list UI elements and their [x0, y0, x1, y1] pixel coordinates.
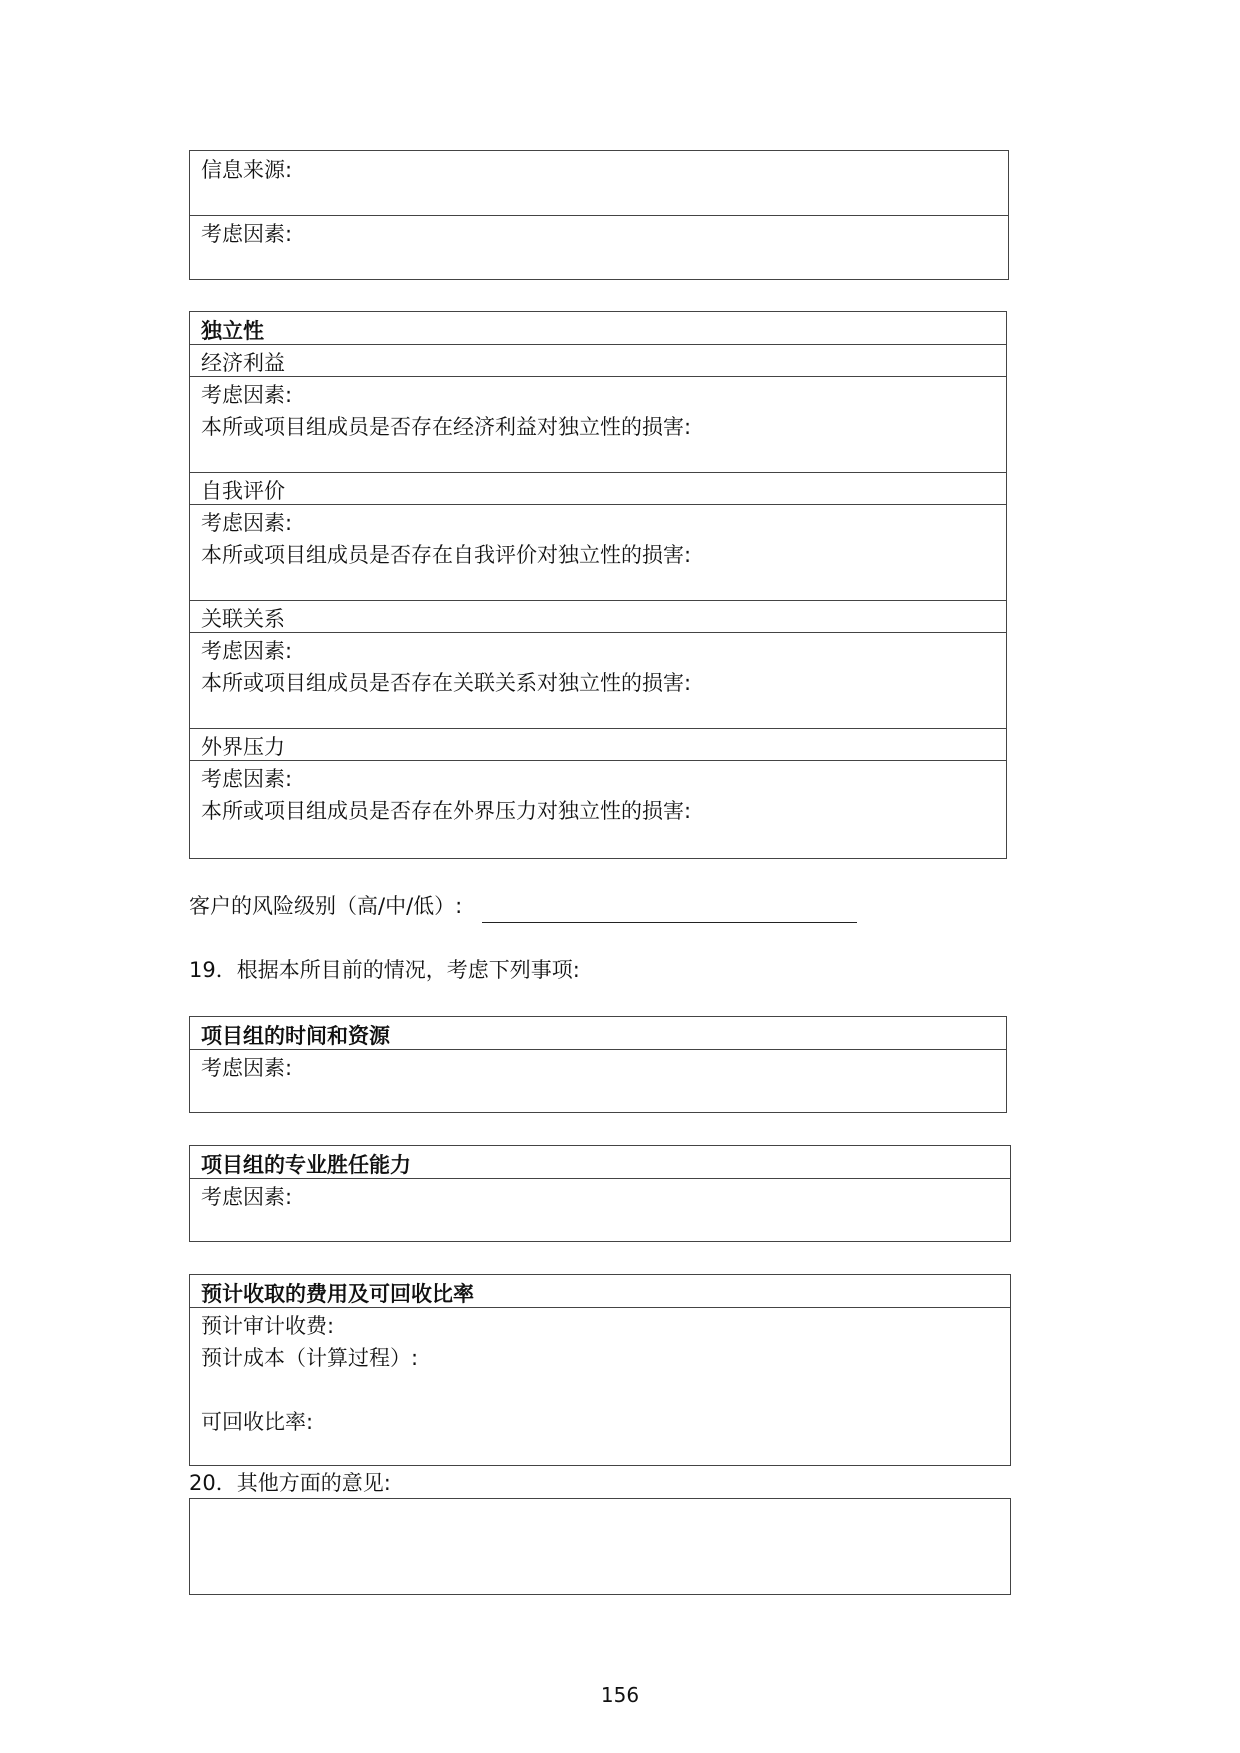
section-question-economic: 本所或项目组成员是否存在经济利益对独立性的损害:: [201, 415, 692, 439]
section-heading-self-review: 自我评价: [201, 479, 285, 503]
section-question-self-review: 本所或项目组成员是否存在自我评价对独立性的损害:: [201, 543, 692, 567]
section-factors-economic: 考虑因素:: [201, 383, 293, 407]
fees-title: 预计收取的费用及可回收比率: [201, 1282, 474, 1306]
cost-label: 预计成本（计算过程）:: [201, 1346, 419, 1370]
section-factors-self-review: 考虑因素:: [201, 511, 293, 535]
section-heading-external-pressure: 外界压力: [201, 735, 285, 759]
info-source-label: 信息来源:: [201, 158, 293, 182]
risk-level-label: 客户的风险级别（高/中/低）:: [189, 894, 463, 918]
time-resources-title: 项目组的时间和资源: [201, 1024, 390, 1048]
other-opinions-box[interactable]: [189, 1498, 1011, 1595]
risk-level-blank[interactable]: [482, 922, 857, 923]
recovery-rate-label: 可回收比率:: [201, 1410, 314, 1434]
section-question-external-pressure: 本所或项目组成员是否存在外界压力对独立性的损害:: [201, 799, 692, 823]
audit-fee-label: 预计审计收费:: [201, 1314, 335, 1338]
page-number: 156: [600, 1683, 640, 1707]
time-resources-factors: 考虑因素:: [201, 1056, 293, 1080]
independence-table: [189, 311, 1007, 859]
section-question-related-party: 本所或项目组成员是否存在关联关系对独立性的损害:: [201, 671, 692, 695]
competence-table: [189, 1145, 1011, 1242]
item-20-text: 20．其他方面的意见:: [189, 1471, 391, 1495]
info-source-table: [189, 150, 1009, 280]
section-heading-economic: 经济利益: [201, 351, 285, 375]
item-19-text: 19．根据本所目前的情况，考虑下列事项:: [189, 958, 580, 982]
section-factors-external-pressure: 考虑因素:: [201, 767, 293, 791]
time-resources-table: [189, 1016, 1007, 1113]
independence-title: 独立性: [201, 319, 264, 343]
info-factors-label: 考虑因素:: [201, 222, 293, 246]
section-factors-related-party: 考虑因素:: [201, 639, 293, 663]
competence-title: 项目组的专业胜任能力: [201, 1153, 411, 1177]
fees-table: [189, 1274, 1011, 1466]
competence-factors: 考虑因素:: [201, 1185, 293, 1209]
section-heading-related-party: 关联关系: [201, 607, 285, 631]
